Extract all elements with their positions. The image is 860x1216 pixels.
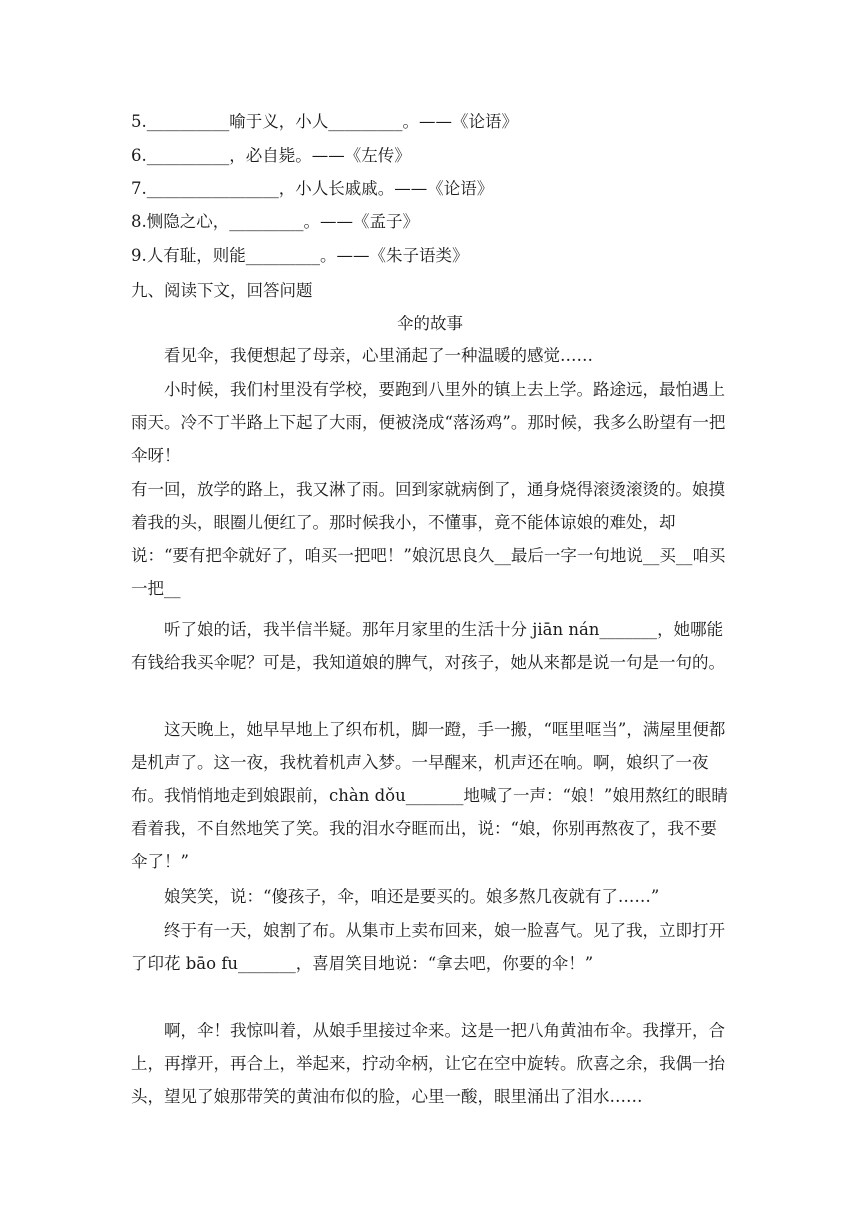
paragraph-8: 啊，伞！我惊叫着，从娘手里接过伞来。这是一把八角黄油布伞。我撑开，合上，再撑开，再合上，举起来，拧动伞柄，让它在空中旋转。欣喜之余，我偶一抬头，望见了娘那带笑的黄油布似的脸，心里一酸，眼里涌出了泪水…… bbox=[131, 1021, 725, 1106]
paragraph-7: 终于有一天，娘割了布。从集市上卖布回来，娘一脸喜气。见了我，立即打开了印花 bāo fu_______，喜眉笑目地说：“拿去吧，你要的伞！” bbox=[131, 921, 725, 973]
paragraph-4: 听了娘的话，我半信半疑。那年月家里的生活十分 jiān nán_______，她哪能有钱给我买伞呢？可是，我知道娘的脾气，对孩子，她从来都是说一句是一句的。 bbox=[131, 620, 725, 672]
story-title: 伞的故事 bbox=[397, 314, 463, 333]
section-heading: 九、阅读下文，回答问题 bbox=[131, 281, 313, 300]
paragraph-2: 小时候，我们村里没有学校，要跑到八里外的镇上去上学。路途远，最怕遇上雨天。冷不丁半路上下起了大雨，便被浇成“落汤鸡”。那时候，我多么盼望有一把伞呀！ bbox=[131, 380, 726, 465]
paragraph-3: 有一回，放学的路上，我又淋了雨。回到家就病倒了，通身烧得滚烫滚烫的。娘摸着我的头，眼圈儿便红了。那时候我小，不懂事，竟不能体谅娘的难处，却说：“要有把伞就好了，咱买一把吧！”娘沉思良久__最后一字一句地说__买__咱买一把__ bbox=[131, 480, 726, 598]
paragraph-1: 看见伞，我便想起了母亲，心里涌起了一种温暖的感觉…… bbox=[164, 346, 593, 365]
quote-line-7: 7.________________，小人长戚戚。——《论语》 bbox=[131, 179, 494, 198]
quote-line-8: 8.恻隐之心，_________。——《孟子》 bbox=[131, 212, 419, 231]
paragraph-6: 娘笑笑，说：“傻孩子，伞，咱还是要买的。娘多熬几夜就有了……” bbox=[164, 887, 660, 906]
quote-line-9: 9.人有耻，则能_________。——《朱子语类》 bbox=[131, 246, 469, 265]
paragraph-5: 这天晚上，她早早地上了织布机，脚一蹬，手一搬，“哐里哐当”，满屋里便都是机声了。这一夜，我枕着机声入梦。一早醒来，机声还在响。啊，娘织了一夜布。我悄悄地走到娘跟前，chàn dǒu_______地喊了一声：“娘！”娘用熬红的眼睛看着我，不自然地笑了笑。我的泪水夺眶而出，说：“娘，你别再熬夜了，我不要伞了！” bbox=[131, 720, 728, 871]
quote-line-5: 5.__________喻于义，小人_________。——《论语》 bbox=[131, 112, 518, 131]
quote-line-6: 6.__________，必自毙。——《左传》 bbox=[131, 146, 411, 165]
